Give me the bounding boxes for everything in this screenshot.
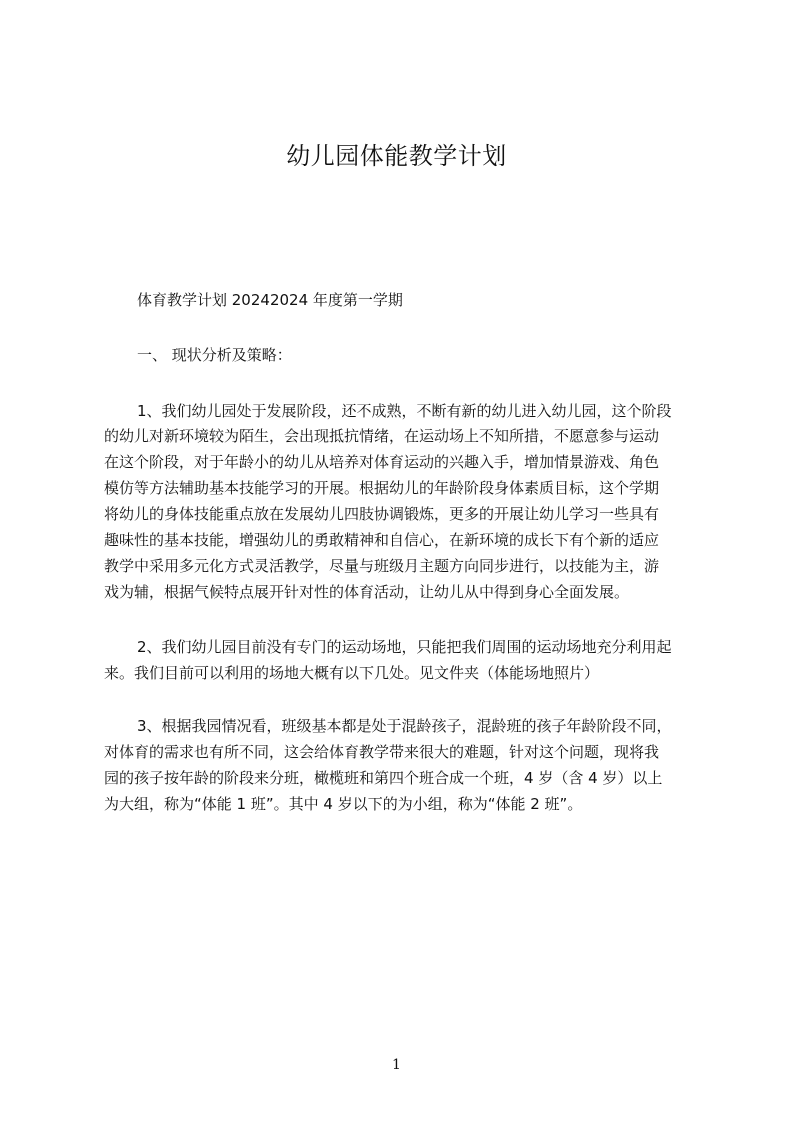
paragraph-2-line: 来。我们目前可以利用的场地大概有以下几处。见文件夹（体能场地照片） — [104, 664, 600, 682]
page-number: 1 — [392, 1057, 401, 1073]
section-heading: 一、 现状分析及策略： — [137, 346, 292, 364]
document-title: 幼儿园体能教学计划 — [286, 142, 507, 170]
plan-subtitle: 体育教学计划 20242024 年度第一学期 — [137, 291, 403, 309]
paragraph-1-line: 模仿等方法辅助基本技能学习的开展。根据幼儿的年龄阶段身体素质目标，这个学期 — [104, 479, 660, 497]
paragraph-1-line: 的幼儿对新环境较为陌生，会出现抵抗情绪，在运动场上不知所措，不愿意参与运动 — [104, 427, 660, 445]
paragraph-1-line: 在这个阶段，对于年龄小的幼儿从培养对体育运动的兴趣入手，增加情景游戏、角色 — [104, 453, 660, 471]
paragraph-1-line: 戏为辅，根据气候特点展开针对性的体育活动，让幼儿从中得到身心全面发展。 — [104, 583, 630, 601]
paragraph-2-line: 2、我们幼儿园目前没有专门的运动场地，只能把我们周围的运动场地充分利用起 — [137, 638, 672, 656]
paragraph-3-line: 园的孩子按年龄的阶段来分班，橄榄班和第四个班合成一个班，4 岁（含 4 岁）以上 — [104, 769, 663, 787]
paragraph-1-line: 趣味性的基本技能，增强幼儿的勇敢精神和自信心，在新环境的成长下有个新的适应 — [104, 531, 660, 549]
paragraph-3-line: 为大组，称为“体能 1 班”。其中 4 岁以下的为小组，称为“体能 2 班”。 — [104, 795, 583, 813]
paragraph-3-line: 3、根据我园情况看，班级基本都是处于混龄孩子，混龄班的孩子年龄阶段不同， — [137, 717, 672, 735]
paragraph-1-line: 教学中采用多元化方式灵活教学，尽量与班级月主题方向同步进行，以技能为主，游 — [104, 557, 660, 575]
paragraph-3-line: 对体育的需求也有所不同，这会给体育教学带来很大的难题，针对这个问题，现将我 — [104, 743, 660, 761]
paragraph-1-line: 将幼儿的身体技能重点放在发展幼儿四肢协调锻炼，更多的开展让幼儿学习一些具有 — [104, 505, 660, 523]
paragraph-1-line: 1、我们幼儿园处于发展阶段，还不成熟，不断有新的幼儿进入幼儿园，这个阶段 — [137, 402, 672, 420]
